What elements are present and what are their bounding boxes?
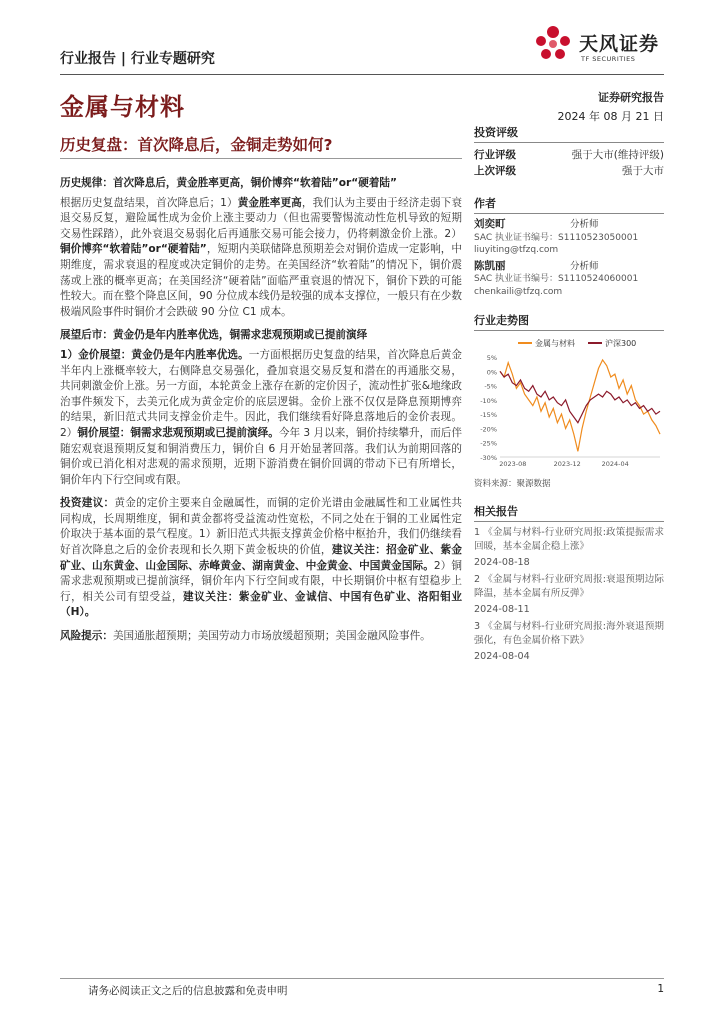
- industry-rating-row: 行业评级 强于大市(维持评级): [474, 149, 664, 161]
- report-date: 2024 年 08 月 21 日: [557, 110, 664, 123]
- related-report-link[interactable]: 1 《金属与材料-行业研究周报:政策提振需求回暖，基本金属企稳上涨》 2024-08-18: [474, 527, 664, 568]
- section-heading-outlook: 展望后市：黄金仍是年内胜率优选，铜需求悲观预期或已提前演绎: [60, 329, 368, 342]
- x-tick-label: 2024-04: [601, 460, 629, 468]
- author-entry: 刘奕町 分析师 SAC 执业证书编号：S1110523050001 liuyiting@tfzq.com: [474, 218, 639, 255]
- authors-section-title: 作者: [474, 195, 664, 214]
- paragraph-history: 根据历史复盘结果，首次降息后；1）黄金胜率更高，我们认为主要由于经济走弱下衰退交易反复，避险属性成为金价上涨主要动力（但也需要警惕流动性危机导致的短期交易性踩踏），此外衰退交易弱化后再通胀交易可能会接力，仍将刺激金价上涨。2）铜价博弈“软着陆”or“硬着陆”，短期内美联储降息预期差会对铜价造成一定影响，中期维度，需求衰退的程度或决定铜价的走势。在美国经济“软着陆”的情况下，铜价震荡或上涨的概率更高；在美国经济“硬着陆”面临严重衰退的情况下，铜价下跌的可能性较大。而在整个降息区间，90 分位成本线仍是较强的成本支撑位，一般只有在少数极端风险事件时铜价才会跌破 90 分位 C1 成本。: [60, 196, 462, 318]
- related-section-title: 相关报告: [474, 503, 664, 522]
- y-tick-label: -5%: [484, 382, 497, 391]
- report-body: [60, 176, 462, 653]
- company-logo: [533, 22, 673, 72]
- legend-label: 沪深300: [605, 339, 637, 348]
- brand-name-cn: 天风证券: [579, 33, 660, 55]
- sidebar: [474, 124, 664, 664]
- footer-disclaimer: 请务必阅读正文之后的信息披露和免责申明: [88, 985, 288, 997]
- brand-name-en: TF SECURITIES: [581, 55, 636, 63]
- tf-logo-icon: [533, 24, 573, 64]
- previous-rating-row: 上次评级 强于大市: [474, 165, 664, 177]
- related-report-link[interactable]: 3 《金属与材料-行业研究周报:海外衰退预期强化，有色金属价格下跌》 2024-08-04: [474, 621, 664, 662]
- trend-chart-svg: [474, 335, 664, 475]
- author-email[interactable]: liuyiting@tfzq.com: [474, 245, 559, 255]
- author-entry: 陈凯丽 分析师 SAC 执业证书编号：S1110524060001 chenkaili@tfzq.com: [474, 259, 639, 297]
- header-divider: [60, 74, 664, 75]
- legend-label: 金属与材料: [535, 339, 575, 348]
- sector-title: 金属与材料: [60, 93, 185, 121]
- report-type: 证券研究报告: [598, 91, 664, 104]
- rating-section-title: 投资评级: [474, 124, 664, 143]
- y-tick-label: -10%: [480, 396, 497, 405]
- paragraph-risk: 风险提示：美国通胀超预期；美国劳动力市场放缓超预期；美国金融风险事件。: [60, 630, 431, 643]
- paragraph-outlook: 1）金价展望：黄金仍是年内胜率优选。一方面根据历史复盘的结果，首次降息后黄金半年内上涨概率较大，右侧降息交易强化，叠加衰退交易反复和潜在的再通胀交易，共同刺激金价上涨。另一方面，本轮黄金上涨存在新的定价因子，流动性扩张&地缘政治事件频发下，去美元化成为黄金定价的底层逻辑。金价上涨不仅仅是降息预期博弈的结果，新旧范式共同支撑金价走牛。因此，我们继续看好降息落地后的金价表现。2）铜价展望：铜需求悲观预期或已提前演绎。今年 3 月以来，铜价持续攀升，而后伴随宏观衰退预期反复和铜消费压力，铜价自 6 月开始显著回落。我们认为前期回落的铜价或已消化相对悲观的需求预期，近期下游消费在铜价回调的带动下已有所增长，铜价年内下行空间或有限。: [60, 348, 463, 486]
- x-tick-label: 2023-12: [553, 460, 581, 468]
- industry-trend-chart: [474, 335, 664, 475]
- y-tick-label: -15%: [480, 411, 497, 420]
- related-reports: [474, 503, 664, 664]
- report-title: 历史复盘：首次降息后，金铜走势如何?: [60, 136, 333, 154]
- y-tick-label: -30%: [480, 454, 497, 462]
- paragraph-investment: 投资建议：黄金的定价主要来自金融属性，而铜的定价光谱由金融属性和工业属性共同构成，长周期维度，铜和黄金都将受益流动性宽松，不同之处在于铜的工业属性定价取决于基本面的景气程度。1）新旧范式共振支撑黄金价格中枢抬升，我们仍继续看好首次降息之后的金价表现和长久期下黄金板块的价值，建议关注：招金矿业、紫金矿业、山东黄金、山金国际、赤峰黄金、湖南黄金、中金黄金、中国黄金国际。2）铜需求悲观预期或已提前演绎，铜价年内下行空间或有限，中长期铜价中枢有望稳步上行，相关公司有望受益，建议关注：紫金矿业、金诚信、中国有色矿业、洛阳钼业（H）。: [60, 497, 463, 619]
- series-line: [500, 371, 660, 422]
- author-email[interactable]: chenkaili@tfzq.com: [474, 286, 563, 297]
- title-divider: [60, 158, 462, 159]
- page-number: 1: [657, 983, 664, 995]
- y-tick-label: 5%: [486, 354, 497, 362]
- chart-source: 资料来源：聚源数据: [474, 479, 551, 489]
- trend-section-title: 行业走势图: [474, 312, 664, 331]
- y-tick-label: -20%: [480, 425, 497, 434]
- y-tick-label: -25%: [480, 439, 497, 448]
- series-line: [500, 360, 660, 451]
- footer-divider: [60, 978, 664, 979]
- report-breadcrumb: 行业报告 | 行业专题研究: [60, 51, 215, 67]
- y-tick-label: 0%: [486, 368, 497, 377]
- x-tick-label: 2023-08: [499, 460, 527, 468]
- related-report-link[interactable]: 2 《金属与材料-行业研究周报:衰退预期边际降温，基本金属有所反弹》 2024-08-11: [474, 574, 664, 615]
- section-heading-history: 历史规律：首次降息后，黄金胜率更高，铜价博弈“软着陆”or“硬着陆”: [60, 177, 397, 189]
